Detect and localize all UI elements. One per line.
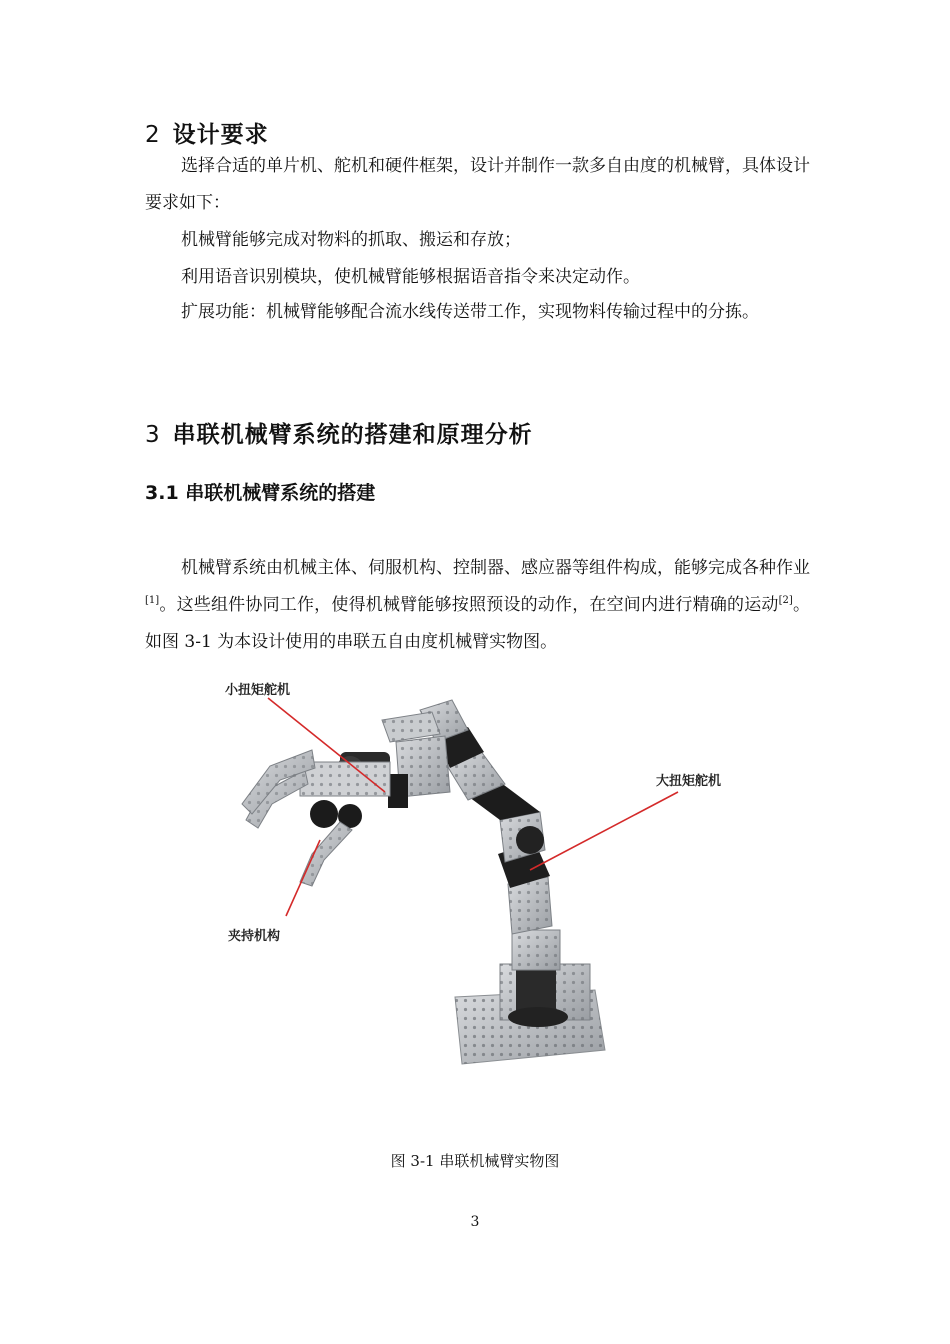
robot-arm-illustration xyxy=(200,672,730,1092)
section-3-heading xyxy=(145,416,533,449)
section-2-intro: 选择合适的单片机、舵机和硬件框架，设计并制作一款多自由度的机械臂，具体设计要求如下： xyxy=(145,156,810,213)
section-3-1-paragraph xyxy=(145,550,810,661)
label-large-servo: 大扭矩舵机 xyxy=(656,774,722,789)
citation-ref-1[interactable]: [1] xyxy=(145,595,160,606)
base-tower xyxy=(500,930,590,1027)
page-number: 3 xyxy=(470,1214,480,1230)
lower-arm xyxy=(498,812,552,934)
subsection-title: 串联机械臂系统的搭建 xyxy=(185,482,376,504)
figure-caption: 图 3-1 串联机械臂实物图 xyxy=(390,1152,560,1170)
section-3-1-heading xyxy=(145,478,375,505)
subsection-number: 3.1 xyxy=(145,482,179,504)
requirement-item-2: 利用语音识别模块，使机械臂能够根据语音指令来决定动作。 xyxy=(181,267,640,287)
section-2-heading xyxy=(145,116,269,149)
gripper xyxy=(242,750,390,886)
section-title: 串联机械臂系统的搭建和原理分析 xyxy=(172,422,533,448)
label-small-servo: 小扭矩舵机 xyxy=(225,683,291,698)
section-title: 设计要求 xyxy=(172,122,269,148)
paragraph-text: 。如图 3-1 为本设计使用的串联五自由度机械臂实物图。 xyxy=(145,595,810,652)
label-gripper: 夹持机构 xyxy=(228,929,281,944)
requirement-item-1: 机械臂能够完成对物料的抓取、搬运和存放； xyxy=(181,230,521,250)
section-number: 3 xyxy=(145,422,161,448)
robot-arm-figure xyxy=(200,672,730,1092)
section-number: 2 xyxy=(145,122,161,148)
pointer-large-servo xyxy=(530,792,678,870)
paragraph-text: 。这些组件协同工作，使得机械臂能够按照预设的动作，在空间内进行精确的运动 xyxy=(159,595,779,615)
paragraph-text: 机械臂系统由机械主体、伺服机构、控制器、感应器等组件构成，能够完成各种作业 xyxy=(181,558,810,578)
requirement-item-3: 扩展功能：机械臂能够配合流水线传送带工作，实现物料传输过程中的分拣。 xyxy=(181,302,759,322)
citation-ref-2[interactable]: [2] xyxy=(778,595,793,606)
